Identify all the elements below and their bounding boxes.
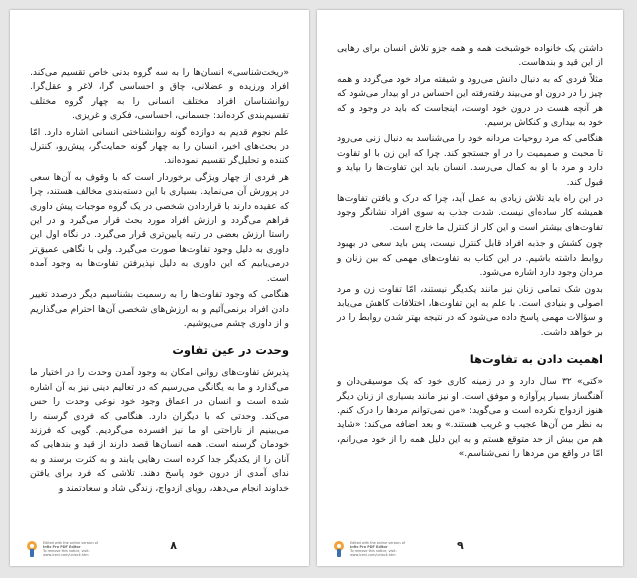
book-page-right bbox=[317, 10, 623, 566]
watermark-link[interactable]: www.iceni.com/unlock.htm bbox=[43, 553, 89, 558]
paragraph: علم نجوم قدیم به دوازده گونه روانشناختی انسانی اشاره دارد. امّا در بحث‌های اخیر، انسان را به چهار گونه حمایت‌گر، پیش‌رو، کنترل کننده و تحلیل‌گر تقسیم نموده‌اند. bbox=[30, 126, 289, 167]
paragraph: بدون شک تمامی زنان نیز مانند یکدیگر نیستند، امّا تفاوت زن و مرد اصولی و بنیادی است. با علم به این تفاوت‌ها، اختلافات کاهش می‌یابد و سؤالات مهمی پاسخ داده می‌شود که در نتیجه بهتر شدن روابط را در بر خواهد داشت. bbox=[337, 283, 603, 338]
editor-logo-icon bbox=[24, 540, 40, 558]
paragraph: هر فردی از چهار ویژگی برخوردار است که با وقوف به آن‌ها سعی در پرورش آن می‌نماید. بسیاری با این دسته‌بندی مخالف هستند، چرا که عقیده دارند با قراردادن شخصی در یک گروه موجبات پیش داوری فراهم می‌گردد و ارزش افراد مورد بحث قرار می‌گیرد و در این راستا ارزش بعضی در رتبه پایین‌تری قرار می‌گیرد. در نگاه اول این داوری به دلیل وجود تفاوت‌ها صورت می‌گیرد. ولی با نگاهی عمیق‌تر درمی‌یابیم که این داوری به دلیل نپذیرفتن تفاوت‌ها به وجود آمده است. bbox=[30, 171, 289, 284]
watermark-text: Infix Pro PDF Editor bbox=[350, 544, 388, 549]
paragraph: هنگامی که مرد روحیات مردانه خود را می‌شناسد به دنبال زنی می‌رود تا محبت و صمیمیت را در او جستجو کند. چرا که این زن با او تفاوت دارد و مرد با او به کمال می‌رسد. انسان باید این تفاوت‌ها را بپاید و قبول کند. bbox=[337, 133, 603, 188]
watermark-text: Edited with the online version of bbox=[43, 540, 98, 545]
watermark-text: To remove this notice, visit: bbox=[43, 549, 90, 553]
paragraph: پذیرش تفاوت‌های روانی امکان به وجود آمدن وحدت را در اختیار ما می‌گذارد و ما به یگانگی می‌رسیم که در تعالیم دینی نیز به آن اشاره شده است و انسان در اعماق وجود خود نوعی وحدت را حس می‌کند. وحدتی که با دیگران دارد. هنگامی که فردی گرسنه را می‌بینیم از ناراحتی او ما نیز افسرده می‌گردیم. گویی که فرزند خودمان گرسنه است. همه انسان‌ها قصد دارند از قید و بندهایی که آنان را از یکدیگر جدا کرده است رهایی یابند و به کثرت برسند و به ندای آمدی از درون خود پاسخ دهند. تلاشی که فرد برای یافتن خداوند انجام می‌دهد، رویای ازدواج، زندگی شاد و سعادتمند و bbox=[30, 367, 289, 494]
watermark-text: To remove this notice, visit: bbox=[350, 549, 397, 553]
editor-watermark bbox=[24, 540, 98, 558]
page-number: ۹ bbox=[457, 539, 464, 552]
page-content bbox=[337, 42, 603, 464]
paragraph: «ریخت‌شناسی» انسان‌ها را به سه گروه بدنی خاص تقسیم می‌کند. افراد ورزیده و عضلانی، چاق و احساسی گرا، لاغر و عقل‌گرا. روانشناسان افراد مختلف انسانی را به چهار گروه مختلف تقسیم‌بندی کرده‌اند: جسمانی، احساسی، فکری و غریزی. bbox=[30, 67, 289, 122]
paragraph: چون کشش و جذبه افراد قابل کنترل نیست، پس باید سعی در بهبود روابط داشته باشیم. در این کتاب به تفاوت‌های مهمی که بین زنان و مردان وجود دارد اشاره می‌شود. bbox=[337, 238, 603, 279]
page-number: ۸ bbox=[170, 539, 177, 552]
page-content bbox=[30, 66, 289, 498]
editor-logo-icon bbox=[331, 540, 347, 558]
paragraph: مثلاً فردی که به دنبال دانش می‌رود و شیفته مراد خود می‌گردد و همه چیز را در درون او می‌بیند رفته‌رفته این احساس در او بیدار می‌شود که هر آنچه هست در درون خود اوست، اینجاست که باید در وجود و که خود به بیداری و کنکاش برسیم. bbox=[337, 73, 603, 129]
section-heading: وحدت در عین تفاوت bbox=[172, 343, 289, 358]
paragraph: هنگامی که وجود تفاوت‌ها را به رسمیت بشناسیم دیگر درصدد تغییر دادن افراد برنمی‌آئیم و به ارزش‌های شخصی آن‌ها احترام می‌گذاریم و از داوری چشم می‌پوشیم. bbox=[30, 289, 289, 329]
watermark-text: Edited with the online version of bbox=[350, 540, 405, 545]
paragraph: «کتی» ۳۲ سال دارد و در زمینه کاری خود که یک موسیقی‌دان و آهنگساز بسیار پرآوازه و موفق است. او نیز مانند بسیاری از زنان دیگر هنوز ازدواج نکرده است و می‌گوید: «من نمی‌توانم مردها را درک کنم. به نظر من آن‌ها عجیب و غریب هستند.» و بعد اضافه می‌کند: «شاید هم من بیش از حد متوقع هستم و به این دلیل همه را از خود می‌رانم، امّا در واقع من مردها را نمی‌شناسم.» bbox=[337, 376, 603, 460]
watermark-text: Infix Pro PDF Editor bbox=[43, 544, 81, 549]
book-page-left bbox=[10, 10, 309, 566]
paragraph: در این راه باید تلاش زیادی به عمل آید، چرا که درک و یافتن تفاوت‌ها همیشه کار ساده‌ای نیست. شدت جذب به سوی افراد نشانگر وجود تفاوت‌های بیشتر است و این کار از کنترل ما خارج است. bbox=[337, 193, 603, 233]
watermark-link[interactable]: www.iceni.com/unlock.htm bbox=[350, 553, 396, 558]
paragraph: داشتن یک خانواده خوشبخت همه و همه جزو تلاش انسان برای رهایی از این قید و بندهاست. bbox=[337, 43, 603, 69]
section-heading: اهمیت دادن به تفاوت‌ها bbox=[469, 352, 603, 367]
editor-watermark bbox=[331, 540, 405, 558]
